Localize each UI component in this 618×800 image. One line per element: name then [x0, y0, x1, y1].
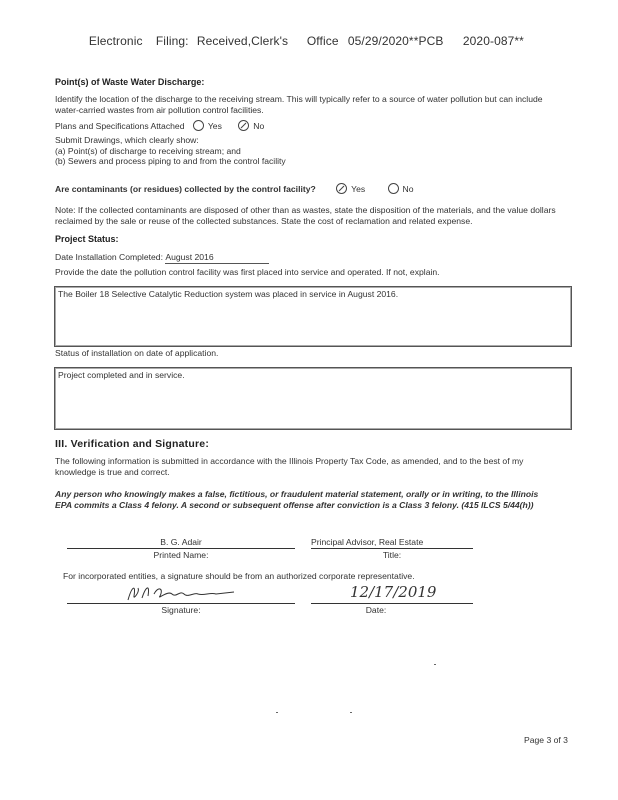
contaminants-question: Are contaminants (or residues) collected by the control facility?: [55, 184, 316, 194]
plans-label: Plans and Specifications Attached: [55, 121, 185, 131]
contaminants-yes-radio[interactable]: [336, 183, 347, 194]
contaminants-yes-label: Yes: [351, 184, 366, 194]
contaminants-note: Note: If the collected contaminants are disposed of other than as wastes, state the disposition of the materials, and the value dollars reclaimed by the sale or reuse of the collected substances. State the cost of reclamation and related expense.: [55, 205, 556, 226]
date-installed-label: Date Installation Completed:: [55, 252, 163, 262]
title-label: Title:: [382, 550, 402, 560]
verification-statement: The following information is submitted in accordance with the Illinois Property Tax Code, as amended, and to the best of my knowledge is true and correct.: [55, 456, 524, 477]
title-value: Principal Advisor, Real Estate: [311, 537, 424, 547]
header-office: Office: [306, 34, 339, 48]
date-line: [311, 603, 473, 604]
scan-speck: [276, 712, 278, 713]
plans-yes-radio[interactable]: [193, 120, 204, 131]
plans-row: [55, 120, 264, 132]
plans-no-label: No: [253, 121, 265, 131]
plans-yes-label: Yes: [207, 121, 222, 131]
signature-label: Signature:: [161, 605, 201, 615]
header-received: Received,Clerk's: [196, 34, 289, 48]
printed-name-label: Printed Name:: [153, 550, 209, 560]
felony-warning: Any person who knowingly makes a false, fictitious, or fraudulent material statement, orally or in writing, to the Illinois EPA commits a Class 4 felony. A second or subsequent offense after conviction is a Class 3 felony. (415 ILCS 5/44(h)): [55, 489, 539, 510]
service-date-prompt: Provide the date the pollution control facility was first placed into service and operated. If not, explain.: [55, 267, 440, 277]
service-date-box[interactable]: The Boiler 18 Selective Catalytic Reduction system was placed in service in August 2016.: [54, 286, 572, 347]
verification-heading: III. Verification and Signature:: [55, 438, 210, 450]
date-installed-field[interactable]: August 2016: [165, 252, 269, 264]
project-status-heading: Project Status:: [55, 234, 119, 244]
header-docket: 2020-087**: [462, 34, 524, 48]
filing-header: [82, 20, 524, 48]
submit-item-a: (a) Point(s) of discharge to receiving stream; and: [55, 146, 241, 156]
discharge-heading: Point(s) of Waste Water Discharge:: [55, 77, 205, 87]
contaminants-no-label: No: [402, 184, 414, 194]
contaminants-row: [55, 183, 414, 195]
header-electronic: Electronic: [88, 34, 143, 48]
signed-date-value: 12/17/2019: [350, 583, 437, 601]
handwritten-signature-icon: [124, 582, 244, 604]
signature-line: [67, 603, 295, 604]
scan-speck: [350, 712, 352, 713]
submit-drawings: Submit Drawings, which clearly show:: [55, 135, 199, 145]
corporate-note: For incorporated entities, a signature should be from an authorized corporate representative.: [63, 571, 415, 581]
signature-mark: [124, 582, 244, 604]
submit-item-b: (b) Sewers and process piping to and from the control facility: [55, 156, 286, 166]
contaminants-no-radio[interactable]: [388, 183, 399, 194]
header-filing: Filing:: [155, 34, 189, 48]
header-date-pcb: 05/29/2020**PCB: [347, 34, 444, 48]
page-number: Page 3 of 3: [524, 735, 568, 745]
discharge-intro: Identify the location of the discharge to the receiving stream. This will typically refer to a source of water pollution but can include water-carried wastes from air pollution control facilities.: [55, 94, 543, 115]
date-label: Date:: [365, 605, 387, 615]
status-label: Status of installation on date of application.: [55, 348, 219, 358]
scan-speck: [434, 664, 436, 665]
printed-name-value: B. G. Adair: [160, 537, 202, 547]
title-line: [311, 548, 473, 549]
status-box[interactable]: Project completed and in service.: [54, 367, 572, 430]
date-installed-row: [55, 252, 269, 264]
printed-name-line: [67, 548, 295, 549]
plans-no-radio[interactable]: [238, 120, 249, 131]
